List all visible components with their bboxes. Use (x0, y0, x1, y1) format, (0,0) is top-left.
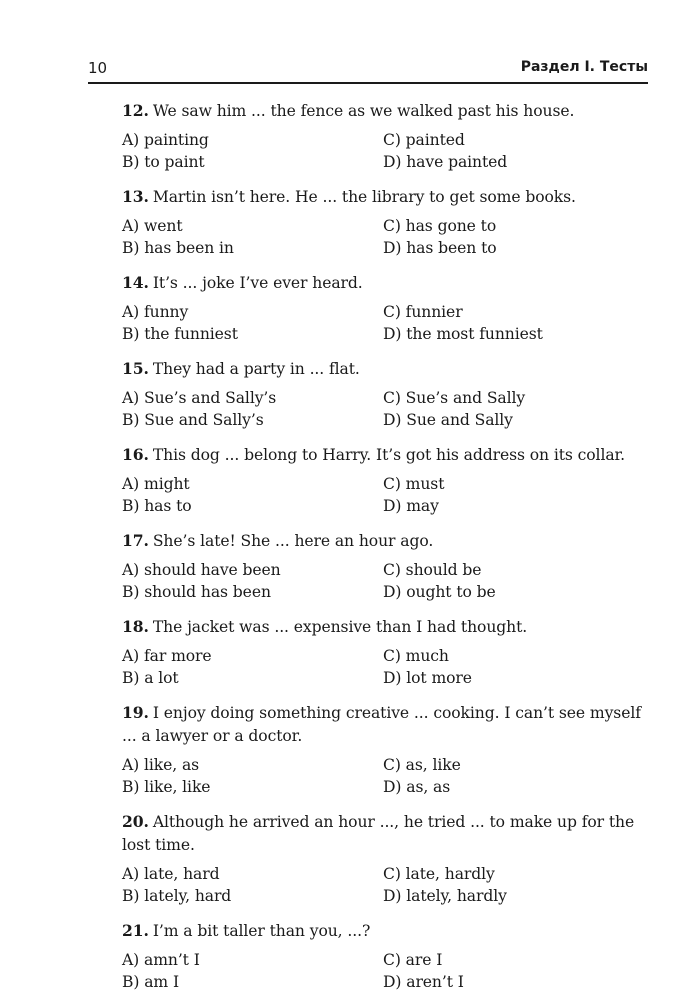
option-a: A) late, hard (122, 865, 220, 883)
answer-options (122, 215, 650, 259)
question-prompt: It’s ... joke I’ve ever heard. (152, 274, 363, 292)
option-b: B) to paint (122, 153, 205, 171)
question-prompt: Although he arrived an hour ..., he tried ... to make up for the lost time. (122, 813, 635, 854)
option-a: A) might (122, 475, 190, 493)
option-a: A) painting (122, 131, 209, 149)
question-prompt: This dog ... belong to Harry. It’s got his address on its collar. (152, 446, 626, 464)
answer-options (122, 301, 650, 345)
option-c: C) funnier (383, 303, 463, 321)
question-number: 14. (122, 273, 149, 292)
question-number: 20. (122, 812, 149, 831)
option-c: C) late, hardly (383, 865, 495, 883)
option-a: A) far more (122, 647, 212, 665)
question-prompt: She’s late! She ... here an hour ago. (152, 532, 434, 550)
page-header (88, 56, 648, 84)
option-d: D) lot more (383, 669, 472, 687)
question-17 (122, 529, 650, 603)
option-d: D) lately, hardly (383, 887, 507, 905)
option-a: A) like, as (122, 756, 200, 774)
option-d: D) aren’t I (383, 973, 464, 991)
option-d: D) as, as (383, 778, 451, 796)
question-number: 16. (122, 445, 149, 464)
question-16 (122, 443, 650, 517)
option-d: D) ought to be (383, 583, 496, 601)
answer-options (122, 473, 650, 517)
option-a: A) went (122, 217, 183, 235)
question-text (122, 810, 650, 857)
option-c: C) painted (383, 131, 465, 149)
question-text (122, 919, 650, 943)
answer-options (122, 645, 650, 689)
option-c: C) are I (383, 951, 443, 969)
option-d: D) Sue and Sally (383, 411, 513, 429)
question-text (122, 443, 650, 467)
question-number: 21. (122, 921, 149, 940)
question-12 (122, 99, 650, 173)
question-18 (122, 615, 650, 689)
question-number: 15. (122, 359, 149, 378)
answer-options (122, 949, 650, 993)
option-c: C) much (383, 647, 449, 665)
option-a: A) Sue’s and Sally’s (122, 389, 277, 407)
answer-options (122, 754, 650, 798)
option-b: B) am I (122, 973, 179, 991)
question-prompt: I enjoy doing something creative ... cooking. I can’t see myself ... a lawyer or a doctor. (122, 704, 641, 745)
question-prompt: Martin isn’t here. He ... the library to get some books. (152, 188, 576, 206)
option-b: B) has been in (122, 239, 234, 257)
question-number: 17. (122, 531, 149, 550)
page-number: 10 (88, 59, 108, 77)
section-title: Раздел I. Тесты (520, 59, 648, 75)
option-c: C) Sue’s and Sally (383, 389, 526, 407)
option-b: B) has to (122, 497, 192, 515)
question-text (122, 615, 650, 639)
option-d: D) the most funniest (383, 325, 543, 343)
option-b: B) should has been (122, 583, 271, 601)
question-15 (122, 357, 650, 431)
question-list (122, 99, 650, 1005)
option-b: B) like, like (122, 778, 211, 796)
question-number: 19. (122, 703, 149, 722)
question-text (122, 529, 650, 553)
question-text (122, 701, 650, 748)
option-c: C) should be (383, 561, 482, 579)
question-text (122, 99, 650, 123)
question-prompt: We saw him ... the fence as we walked past his house. (152, 102, 575, 120)
question-20 (122, 810, 650, 907)
question-number: 18. (122, 617, 149, 636)
option-a: A) funny (122, 303, 189, 321)
question-prompt: I’m a bit taller than you, ...? (152, 922, 371, 940)
question-text (122, 357, 650, 381)
answer-options (122, 129, 650, 173)
option-b: B) a lot (122, 669, 179, 687)
option-c: C) has gone to (383, 217, 497, 235)
answer-options (122, 387, 650, 431)
option-b: B) Sue and Sally’s (122, 411, 264, 429)
option-a: A) should have been (122, 561, 281, 579)
question-19 (122, 701, 650, 798)
option-b: B) the funniest (122, 325, 238, 343)
option-c: C) as, like (383, 756, 461, 774)
question-prompt: They had a party in ... flat. (152, 360, 360, 378)
answer-options (122, 559, 650, 603)
option-b: B) lately, hard (122, 887, 232, 905)
question-21 (122, 919, 650, 993)
question-text (122, 271, 650, 295)
option-d: D) has been to (383, 239, 497, 257)
question-number: 13. (122, 187, 149, 206)
option-d: D) have painted (383, 153, 508, 171)
question-14 (122, 271, 650, 345)
question-prompt: The jacket was ... expensive than I had thought. (152, 618, 528, 636)
question-text (122, 185, 650, 209)
question-13 (122, 185, 650, 259)
option-a: A) amn’t I (122, 951, 200, 969)
answer-options (122, 863, 650, 907)
option-c: C) must (383, 475, 445, 493)
question-number: 12. (122, 101, 149, 120)
option-d: D) may (383, 497, 439, 515)
